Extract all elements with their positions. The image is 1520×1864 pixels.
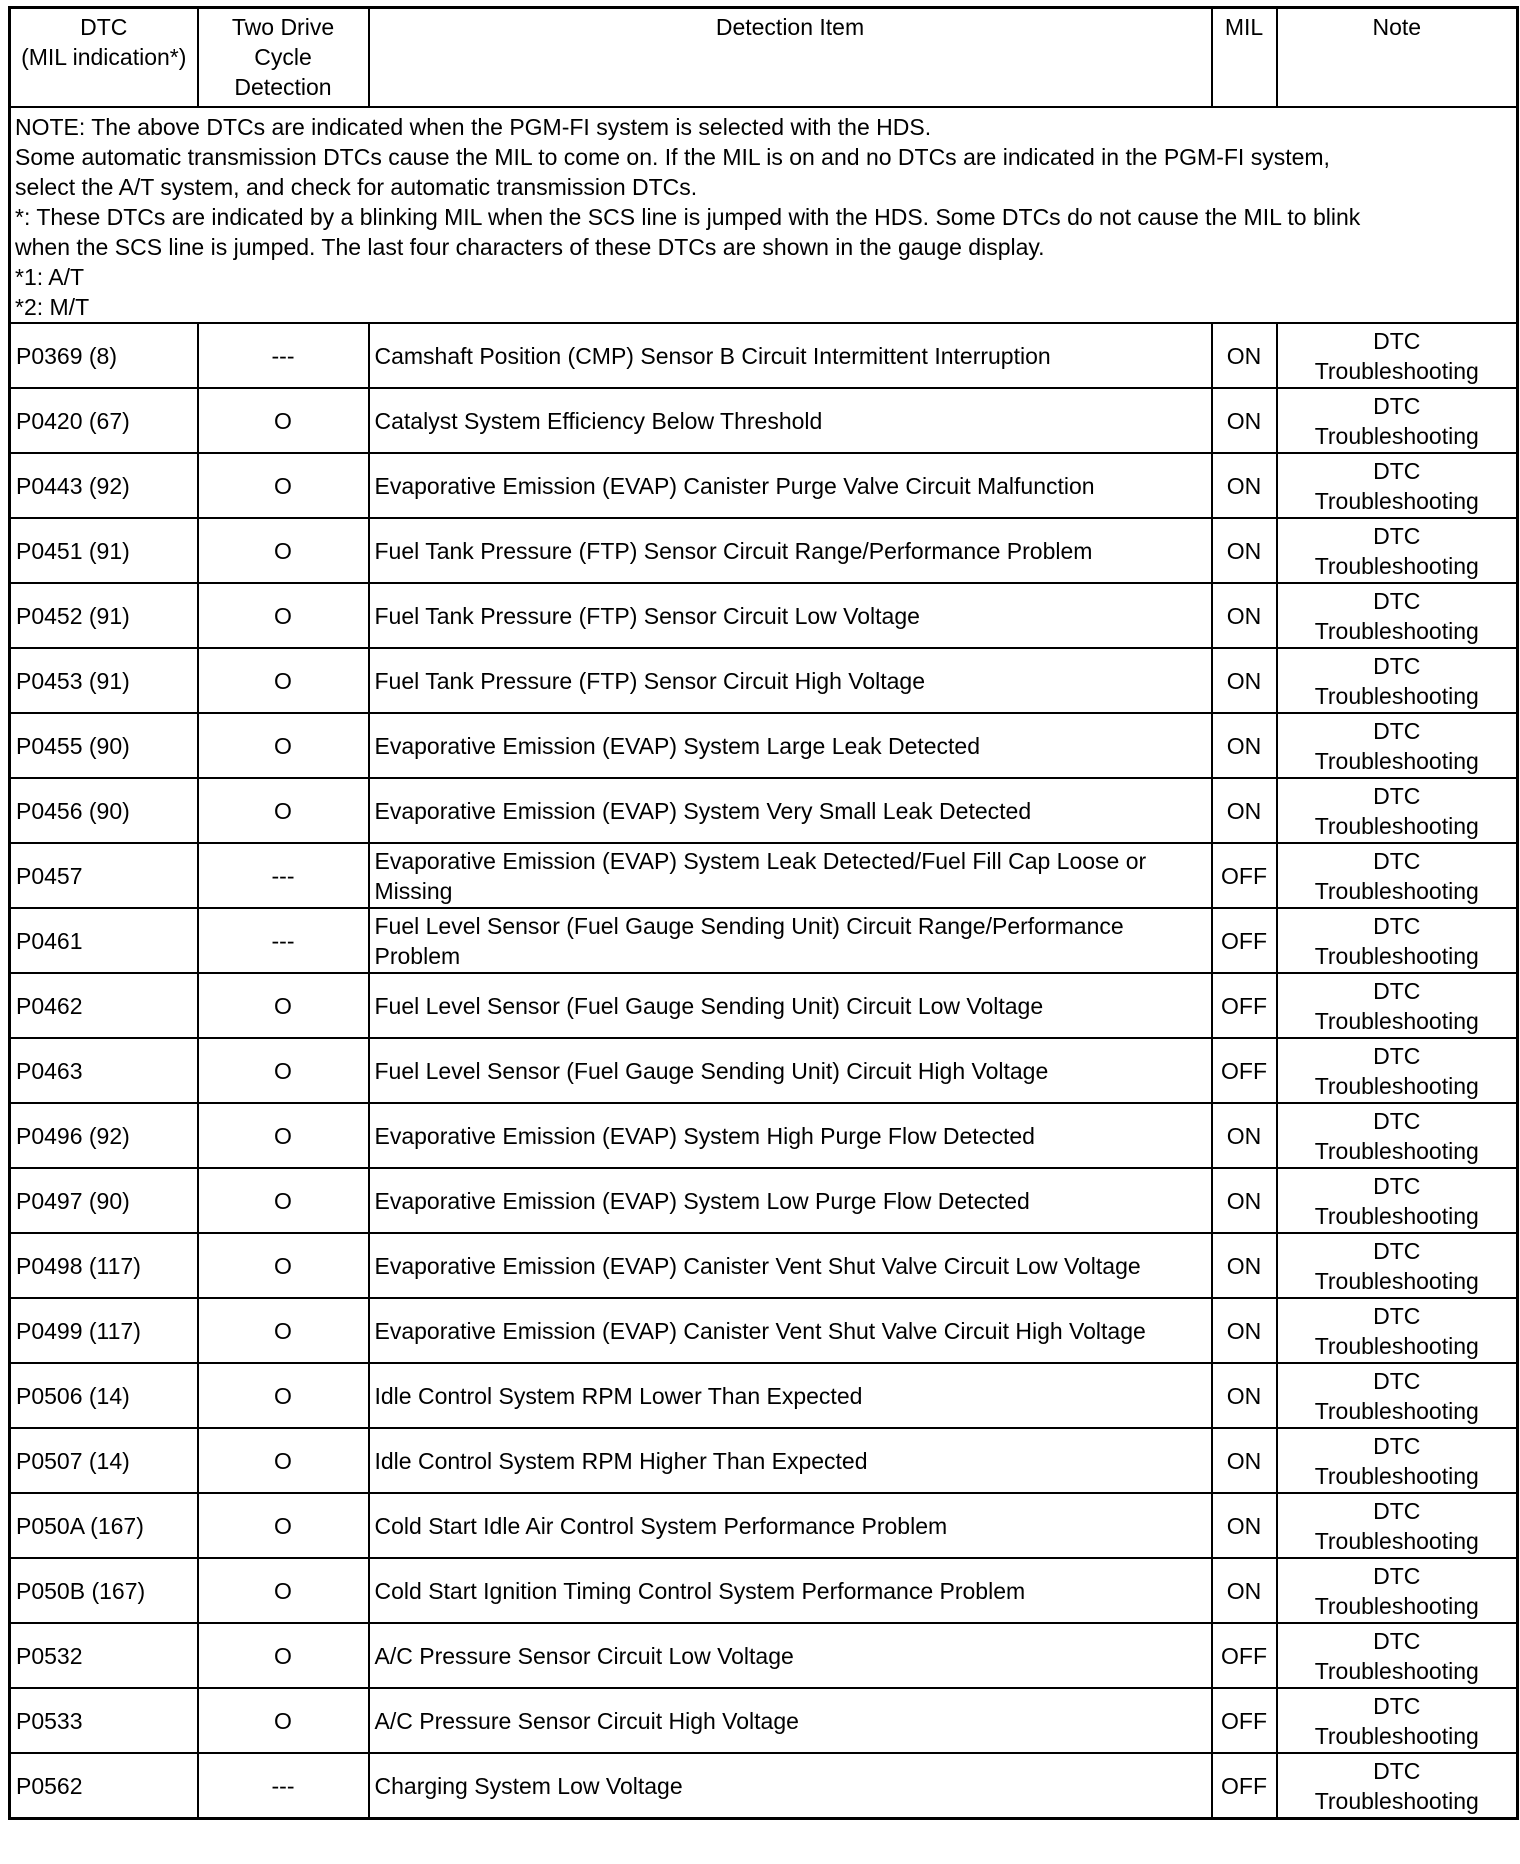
note-dtc-label: DTC [1373,1107,1421,1134]
note-cell [1277,583,1518,648]
note-dtc-label: DTC [1373,327,1421,354]
detection-item: Idle Control System RPM Lower Than Expected [369,1363,1212,1428]
two-drive-cycle: O [198,1103,369,1168]
note-troubleshooting-label: Troubleshooting [1314,1397,1479,1424]
header-mil: MIL [1212,8,1277,108]
note-troubleshooting-label: Troubleshooting [1314,747,1479,774]
table-row [10,973,1518,1038]
note-troubleshooting-label: Troubleshooting [1314,1462,1479,1489]
detection-item: Idle Control System RPM Higher Than Expected [369,1428,1212,1493]
note-troubleshooting-label: Troubleshooting [1314,357,1479,384]
two-drive-cycle: O [198,1558,369,1623]
detection-item: Evaporative Emission (EVAP) Canister Vent Shut Valve Circuit Low Voltage [369,1233,1212,1298]
note-dtc-label: DTC [1373,1042,1421,1069]
mil-status: OFF [1212,1038,1277,1103]
note-dtc-label: DTC [1373,1367,1421,1394]
note-dtc-label: DTC [1373,392,1421,419]
note-line: *2: M/T [15,294,90,320]
note-dtc-label: DTC [1373,1237,1421,1264]
dtc-code: P0562 [10,1753,198,1819]
two-drive-cycle: --- [198,843,369,908]
two-drive-cycle: --- [198,1753,369,1819]
note-troubleshooting-label: Troubleshooting [1314,552,1479,579]
table-row [10,1103,1518,1168]
note-troubleshooting-label: Troubleshooting [1314,1072,1479,1099]
dtc-code: P0533 [10,1688,198,1753]
header-two-drive-line3: Detection [234,74,332,100]
table-row [10,518,1518,583]
detection-item: Evaporative Emission (EVAP) System High Purge Flow Detected [369,1103,1212,1168]
two-drive-cycle: O [198,973,369,1038]
note-line: Some automatic transmission DTCs cause the MIL to come on. If the MIL is on and no DTCs are indicated in the PGM-FI system, [15,144,1330,170]
dtc-code: P0451 (91) [10,518,198,583]
dtc-code: P0496 (92) [10,1103,198,1168]
detection-item: Fuel Level Sensor (Fuel Gauge Sending Unit) Circuit Low Voltage [369,973,1212,1038]
note-cell [1277,1168,1518,1233]
header-dtc [10,8,198,108]
two-drive-cycle: O [198,648,369,713]
table-header [10,8,1518,108]
detection-item: Fuel Tank Pressure (FTP) Sensor Circuit High Voltage [369,648,1212,713]
header-row [10,8,1518,108]
two-drive-cycle: O [198,1428,369,1493]
table-row [10,908,1518,973]
note-dtc-label: DTC [1373,1692,1421,1719]
note-line: select the A/T system, and check for automatic transmission DTCs. [15,174,698,200]
dtc-table [8,6,1519,1820]
mil-status: ON [1212,1558,1277,1623]
two-drive-cycle: O [198,713,369,778]
detection-item: Fuel Tank Pressure (FTP) Sensor Circuit Range/Performance Problem [369,518,1212,583]
mil-status: OFF [1212,1753,1277,1819]
note-line: *1: A/T [15,264,85,290]
table-row [10,1233,1518,1298]
mil-status: ON [1212,518,1277,583]
note-troubleshooting-label: Troubleshooting [1314,1137,1479,1164]
dtc-code: P0506 (14) [10,1363,198,1428]
table-row [10,713,1518,778]
detection-item: A/C Pressure Sensor Circuit High Voltage [369,1688,1212,1753]
note-cell [1277,323,1518,388]
header-dtc-sub: (MIL indication*) [21,44,187,70]
two-drive-cycle: O [198,388,369,453]
table-row [10,1363,1518,1428]
note-dtc-label: DTC [1373,587,1421,614]
dtc-code: P0452 (91) [10,583,198,648]
note-troubleshooting-label: Troubleshooting [1314,487,1479,514]
two-drive-cycle: O [198,1168,369,1233]
note-troubleshooting-label: Troubleshooting [1314,1202,1479,1229]
note-cell [1277,843,1518,908]
header-detection-item: Detection Item [369,8,1212,108]
note-dtc-label: DTC [1373,977,1421,1004]
two-drive-cycle: O [198,1688,369,1753]
mil-status: ON [1212,778,1277,843]
note-dtc-label: DTC [1373,1562,1421,1589]
table-row [10,1298,1518,1363]
detection-item: Evaporative Emission (EVAP) Canister Purge Valve Circuit Malfunction [369,453,1212,518]
dtc-code: P0461 [10,908,198,973]
detection-item: Fuel Tank Pressure (FTP) Sensor Circuit Low Voltage [369,583,1212,648]
note-cell [1277,1623,1518,1688]
note-cell [1277,908,1518,973]
note-dtc-label: DTC [1373,522,1421,549]
note-dtc-label: DTC [1373,1302,1421,1329]
table-row [10,1688,1518,1753]
mil-status: ON [1212,1103,1277,1168]
note-troubleshooting-label: Troubleshooting [1314,1722,1479,1749]
dtc-code: P0463 [10,1038,198,1103]
note-troubleshooting-label: Troubleshooting [1314,1332,1479,1359]
detection-item: Cold Start Idle Air Control System Performance Problem [369,1493,1212,1558]
note-line: when the SCS line is jumped. The last four characters of these DTCs are shown in the gauge display. [15,234,1045,260]
note-troubleshooting-label: Troubleshooting [1314,1657,1479,1684]
dtc-code: P0453 (91) [10,648,198,713]
note-cell [1277,1428,1518,1493]
note-line: *: These DTCs are indicated by a blinking MIL when the SCS line is jumped with the HDS. Some DTCs do not cause the MIL to blink [15,204,1361,230]
note-dtc-label: DTC [1373,1497,1421,1524]
mil-status: ON [1212,1428,1277,1493]
detection-item: Evaporative Emission (EVAP) System Leak Detected/Fuel Fill Cap Loose or Missing [369,843,1212,908]
note-dtc-label: DTC [1373,1172,1421,1199]
note-block [10,107,1518,323]
note-line: NOTE: The above DTCs are indicated when the PGM-FI system is selected with the HDS. [15,114,932,140]
two-drive-cycle: O [198,1298,369,1363]
mil-status: ON [1212,713,1277,778]
mil-status: ON [1212,388,1277,453]
dtc-code: P0497 (90) [10,1168,198,1233]
detection-item: Evaporative Emission (EVAP) System Very Small Leak Detected [369,778,1212,843]
dtc-code: P0455 (90) [10,713,198,778]
note-dtc-label: DTC [1373,652,1421,679]
dtc-code: P0456 (90) [10,778,198,843]
note-dtc-label: DTC [1373,717,1421,744]
note-dtc-label: DTC [1373,782,1421,809]
table-row [10,453,1518,518]
note-troubleshooting-label: Troubleshooting [1314,1527,1479,1554]
dtc-code: P0532 [10,1623,198,1688]
note-cell [1277,973,1518,1038]
note-cell [1277,1038,1518,1103]
note-dtc-label: DTC [1373,912,1421,939]
note-cell [1277,518,1518,583]
mil-status: ON [1212,1233,1277,1298]
detection-item: Fuel Level Sensor (Fuel Gauge Sending Unit) Circuit Range/Performance Problem [369,908,1212,973]
two-drive-cycle: O [198,518,369,583]
note-cell [1277,453,1518,518]
mil-status: ON [1212,323,1277,388]
dtc-code: P0498 (117) [10,1233,198,1298]
table-row [10,778,1518,843]
dtc-code: P0462 [10,973,198,1038]
note-dtc-label: DTC [1373,847,1421,874]
mil-status: ON [1212,648,1277,713]
header-note: Note [1277,8,1518,108]
table-row [10,1493,1518,1558]
dtc-code: P050B (167) [10,1558,198,1623]
table-row [10,648,1518,713]
mil-status: ON [1212,1168,1277,1233]
two-drive-cycle: O [198,1233,369,1298]
note-cell [1277,1558,1518,1623]
header-dtc-label: DTC [80,14,128,40]
mil-status: ON [1212,583,1277,648]
table-row [10,583,1518,648]
detection-item: Catalyst System Efficiency Below Threshold [369,388,1212,453]
two-drive-cycle: --- [198,323,369,388]
note-cell [1277,388,1518,453]
table-row [10,323,1518,388]
two-drive-cycle: O [198,1623,369,1688]
note-troubleshooting-label: Troubleshooting [1314,877,1479,904]
mil-status: ON [1212,453,1277,518]
dtc-code: P0369 (8) [10,323,198,388]
table-row [10,1168,1518,1233]
note-troubleshooting-label: Troubleshooting [1314,617,1479,644]
note-troubleshooting-label: Troubleshooting [1314,422,1479,449]
mil-status: OFF [1212,973,1277,1038]
note-dtc-label: DTC [1373,457,1421,484]
note-dtc-label: DTC [1373,1627,1421,1654]
detection-item: Cold Start Ignition Timing Control System Performance Problem [369,1558,1212,1623]
table-body [10,107,1518,1819]
header-two-drive-line1: Two Drive [231,14,335,40]
two-drive-cycle: O [198,583,369,648]
note-dtc-label: DTC [1373,1757,1421,1784]
note-troubleshooting-label: Troubleshooting [1314,1787,1479,1814]
table-row [10,1558,1518,1623]
table-row [10,1753,1518,1819]
two-drive-cycle: O [198,1038,369,1103]
mil-status: ON [1212,1298,1277,1363]
note-row [10,107,1518,323]
two-drive-cycle: O [198,1493,369,1558]
note-troubleshooting-label: Troubleshooting [1314,1267,1479,1294]
dtc-code: P050A (167) [10,1493,198,1558]
note-cell [1277,1298,1518,1363]
two-drive-cycle: --- [198,908,369,973]
detection-item: Fuel Level Sensor (Fuel Gauge Sending Unit) Circuit High Voltage [369,1038,1212,1103]
dtc-code: P0457 [10,843,198,908]
note-cell [1277,648,1518,713]
note-troubleshooting-label: Troubleshooting [1314,1592,1479,1619]
detection-item: Evaporative Emission (EVAP) System Large Leak Detected [369,713,1212,778]
mil-status: OFF [1212,1623,1277,1688]
two-drive-cycle: O [198,1363,369,1428]
detection-item: Charging System Low Voltage [369,1753,1212,1819]
header-two-drive [198,8,369,108]
header-two-drive-line2: Cycle [254,44,312,70]
note-cell [1277,713,1518,778]
detection-item: Camshaft Position (CMP) Sensor B Circuit Intermittent Interruption [369,323,1212,388]
detection-item: A/C Pressure Sensor Circuit Low Voltage [369,1623,1212,1688]
note-cell [1277,1363,1518,1428]
mil-status: ON [1212,1363,1277,1428]
dtc-code: P0443 (92) [10,453,198,518]
two-drive-cycle: O [198,778,369,843]
note-cell [1277,1688,1518,1753]
mil-status: ON [1212,1493,1277,1558]
note-troubleshooting-label: Troubleshooting [1314,942,1479,969]
note-cell [1277,778,1518,843]
table-row [10,1623,1518,1688]
note-cell [1277,1753,1518,1819]
note-troubleshooting-label: Troubleshooting [1314,682,1479,709]
note-dtc-label: DTC [1373,1432,1421,1459]
two-drive-cycle: O [198,453,369,518]
table-row [10,1038,1518,1103]
table-row [10,843,1518,908]
table-row [10,388,1518,453]
note-cell [1277,1103,1518,1168]
detection-item: Evaporative Emission (EVAP) Canister Vent Shut Valve Circuit High Voltage [369,1298,1212,1363]
note-troubleshooting-label: Troubleshooting [1314,1007,1479,1034]
dtc-code: P0420 (67) [10,388,198,453]
mil-status: OFF [1212,843,1277,908]
note-troubleshooting-label: Troubleshooting [1314,812,1479,839]
table-row [10,1428,1518,1493]
dtc-code: P0507 (14) [10,1428,198,1493]
detection-item: Evaporative Emission (EVAP) System Low Purge Flow Detected [369,1168,1212,1233]
note-cell [1277,1493,1518,1558]
mil-status: OFF [1212,908,1277,973]
dtc-code: P0499 (117) [10,1298,198,1363]
note-cell [1277,1233,1518,1298]
mil-status: OFF [1212,1688,1277,1753]
